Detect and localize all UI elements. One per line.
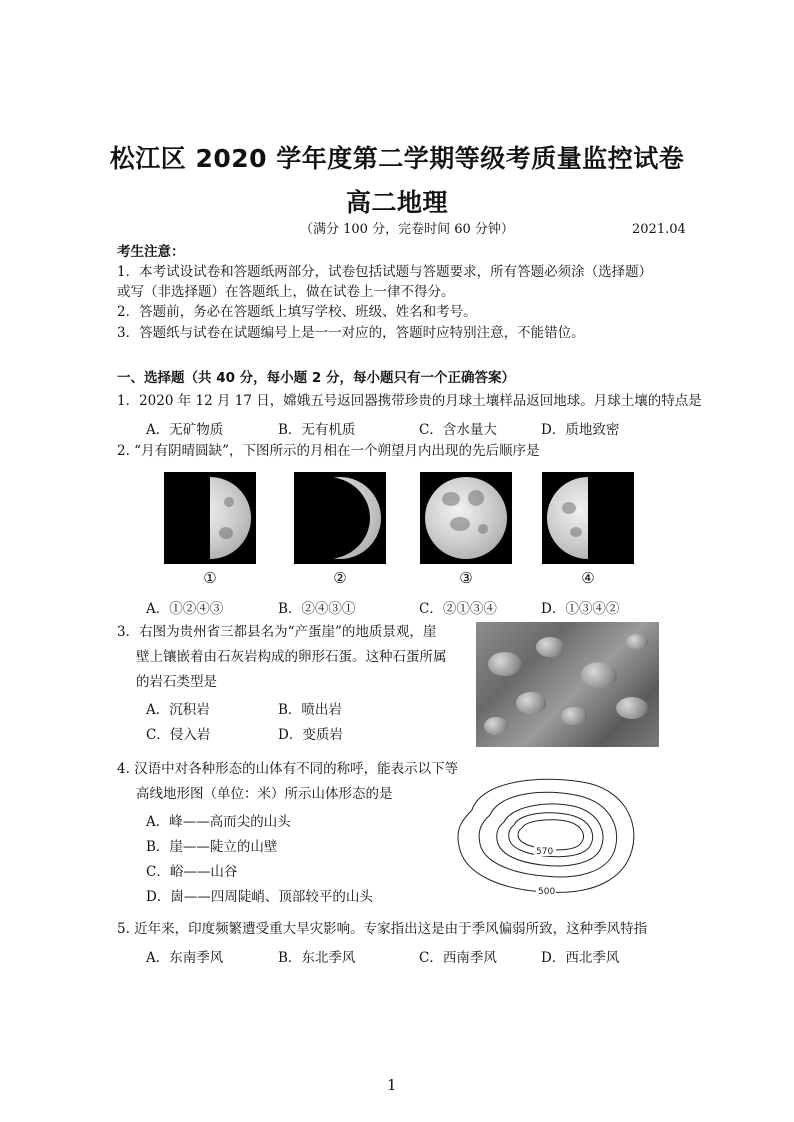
moon-phase-image-1 (164, 472, 256, 564)
moon-label-2: ② (333, 569, 347, 587)
exam-info: （满分 100 分，完卷时间 60 分钟） (300, 222, 514, 237)
question-3-stem: 3．右图为贵州省三都县名为“产蛋崖”的地质景观，崖 (117, 624, 437, 640)
moon-label-4: ④ (581, 569, 595, 587)
notice-item: 2．答题前，务必在答题纸上填写学校、班级、姓名和考号。 (117, 304, 477, 320)
egg-cliff-photo (476, 622, 659, 747)
q3-option-c: C．侵入岩 (146, 727, 211, 743)
section-heading: 一、选择题（共 40 分，每小题 2 分，每小题只有一个正确答案） (117, 370, 515, 386)
q4-option-b: B．崖——陡立的山壁 (146, 839, 278, 855)
question-3-stem: 壁上镶嵌着由石灰岩构成的卵形石蛋。这种石蛋所属 (136, 649, 447, 665)
question-4-stem: 4. 汉语中对各种形态的山体有不同的称呼，能表示以下等 (117, 761, 459, 777)
q2-option-c: C．②①③④ (419, 601, 497, 617)
q3-option-b: B．喷出岩 (278, 702, 342, 718)
exam-date: 2021.04 (632, 222, 686, 237)
contour-label-570: 570 (536, 847, 554, 857)
q3-option-d: D．变质岩 (278, 727, 343, 743)
notice-item: 或写（非选择题）在答题纸上，做在试卷上一律不得分。 (117, 284, 455, 300)
question-1-stem: 1．2020 年 12 月 17 日，嫦娥五号返回器携带珍贵的月球土壤样品返回地球。月球土壤的特点是 (117, 393, 702, 409)
q1-option-a: A．无矿物质 (146, 422, 224, 438)
moon-label-3: ③ (459, 569, 473, 587)
q1-option-c: C．含水量大 (419, 422, 497, 438)
question-2-stem: 2. “月有阴晴圆缺”，下图所示的月相在一个朔望月内出现的先后顺序是 (117, 443, 540, 459)
q3-option-a: A．沉积岩 (146, 702, 210, 718)
moon-phase-image-2 (294, 472, 386, 564)
notice-heading: 考生注意： (117, 244, 185, 260)
contour-label-500: 500 (538, 887, 556, 897)
q5-option-b: B．东北季风 (278, 950, 356, 966)
q5-option-a: A．东南季风 (146, 950, 224, 966)
q4-option-d: D．崮——四周陡峭、顶部较平的山头 (146, 889, 373, 905)
q2-option-d: D．①③④② (541, 601, 620, 617)
notice-item: 1．本考试设试卷和答题纸两部分，试卷包括试题与答题要求，所有答题必须涂（选择题） (117, 264, 653, 280)
q5-option-d: D．西北季风 (541, 950, 620, 966)
contour-map (452, 770, 642, 900)
question-4-stem: 高线地形图（单位：米）所示山体形态的是 (136, 786, 393, 802)
q1-option-d: D．质地致密 (541, 422, 620, 438)
q2-option-b: B．②④③① (278, 601, 356, 617)
exam-title: 松江区 2020 学年度第二学期等级考质量监控试卷 (109, 144, 685, 173)
exam-subtitle: 高二地理 (345, 188, 448, 217)
q1-option-b: B．无有机质 (278, 422, 356, 438)
page-number: 1 (387, 1076, 397, 1094)
q5-option-c: C．西南季风 (419, 950, 497, 966)
notice-item: 3．答题纸与试卷在试题编号上是一一对应的，答题时应特别注意，不能错位。 (117, 325, 585, 341)
q4-option-a: A．峰——高而尖的山头 (146, 814, 291, 830)
q2-option-a: A．①②④③ (146, 601, 224, 617)
moon-phase-image-4 (542, 472, 634, 564)
q4-option-c: C．峪——山谷 (146, 864, 238, 880)
question-3-stem: 的岩石类型是 (136, 674, 217, 690)
moon-label-1: ① (203, 569, 217, 587)
moon-phase-image-3 (420, 472, 512, 564)
question-5-stem: 5. 近年来，印度频繁遭受重大旱灾影响。专家指出这是由于季风偏弱所致，这种季风特指 (117, 921, 648, 937)
